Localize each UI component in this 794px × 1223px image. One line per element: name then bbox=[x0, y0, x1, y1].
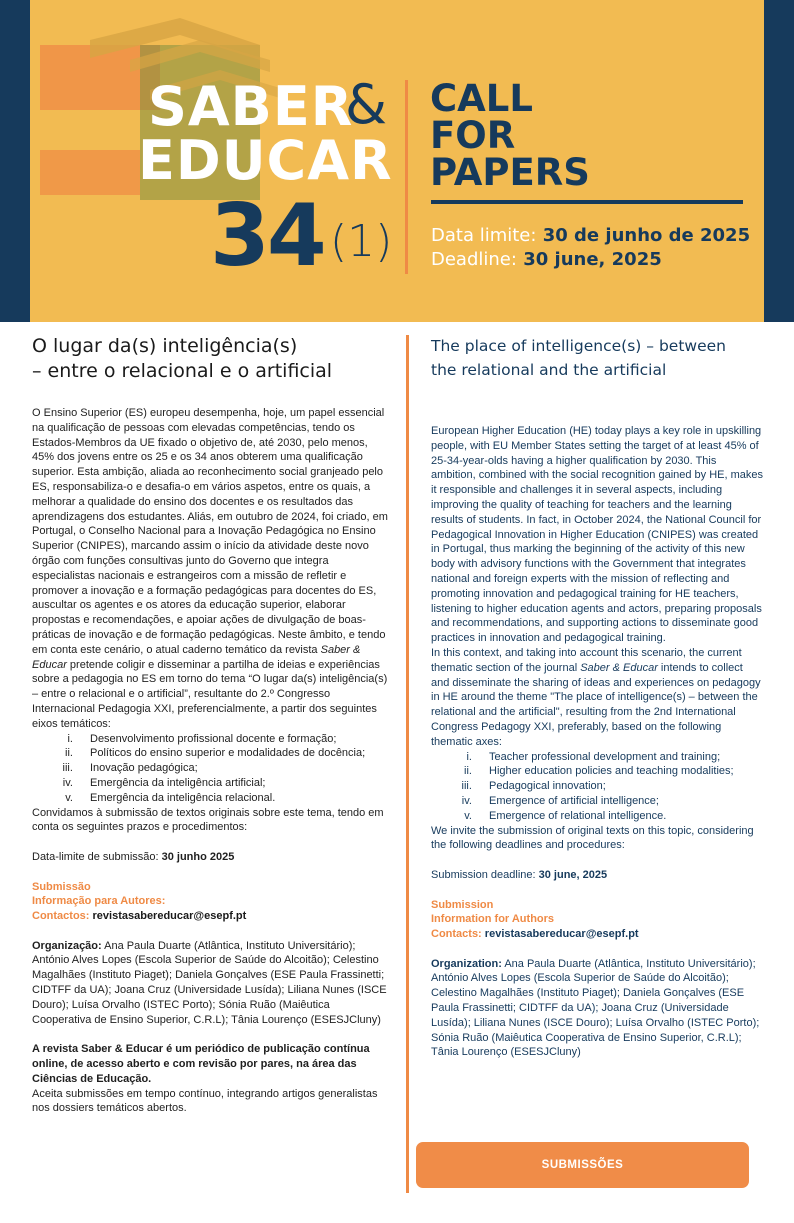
english-column bbox=[431, 334, 763, 1060]
en-contact-email[interactable]: revistasabereducar@esepf.pt bbox=[484, 928, 639, 941]
cfp-line-call: CALL bbox=[430, 77, 533, 120]
cfp-line-papers: PAPERS bbox=[430, 151, 590, 194]
list-item: v. Emergence of relational intelligence. bbox=[475, 809, 763, 824]
logo-educar: EDUCAR bbox=[138, 129, 393, 192]
right-navy-bar bbox=[764, 0, 794, 322]
pt-intro-a: O Ensino Superior (ES) europeu desempenha, hoje, um papel essencial na qualificação de pessoas com elevadas competências, tendo os Estados-Membros da UE fixado o objetivo de, até 2030, pelo menos, 45% dos jovens entre os 25 e os 34 anos obterem uma qualificação superior. Esta ambição, aliada ao reconhecimento social granjeado pelo ES, responsabiliza-o e desafia-o em vários aspetos, entre os quais, a melhorar a qualidade do ensino dos docentes e os resultados das aprendizagens dos estudantes. Aliás, em outubro de 2024, foi criado, em Portugal, o Conselho Nacional para a Inovação Pedagógica no Ensino Superior (CNIPES), marcando assim o início da atividade deste novo órgão com funções consultivas junto do Governo que integra especialistas nacionais e estrangeiros com a missão de refletir e promover a inovação e a formação pedagógicas para docentes do ES, auscultar os agentes e os atores da educação superior, elaborar propostas e recomendações, e apoiar ações de divulgação de boas-práticas de inovação e de formação pedagógicas. Neste âmbito, e tendo em conta este cenário, o atual caderno temático da revista bbox=[32, 407, 388, 656]
issue-part: (1) bbox=[330, 216, 393, 267]
list-item: v. Emergência da inteligência relacional. bbox=[76, 791, 390, 806]
deadline-pt-label: Data limite: bbox=[431, 225, 537, 246]
en-org-label: Organization: bbox=[431, 957, 502, 970]
en-intro-b2: intends to collect and disseminate the sharing of ideas and experiences on pedagogy in HE around the theme "The place of intelligence(s) – between the relational and the artificial", resulting from the 2nd International Congress Pedagogy XXI, preferably, based on the following thematic axes: bbox=[431, 661, 761, 748]
pt-submission-link[interactable]: Submissão bbox=[32, 880, 91, 893]
portuguese-column bbox=[32, 334, 390, 1116]
pt-deadline-value: 30 junho 2025 bbox=[161, 850, 235, 863]
pt-authors-info-link[interactable]: Informação para Autores: bbox=[32, 895, 166, 908]
pt-contact-email[interactable]: revistasabereducar@esepf.pt bbox=[92, 910, 247, 923]
pt-invite: Convidamos à submissão de textos originais sobre este tema, tendo em conta os seguintes prazos e procedimentos: bbox=[32, 806, 384, 834]
pt-title bbox=[32, 334, 390, 384]
pt-org-text: Ana Paula Duarte (Atlântica, Instituto Universitário); António Alves Lopes (Escola Superior de Saúde do Alcoitão); Celestino Magalhães (Instituto Piaget); Daniela Gonçalves (ESE Paula Frassinetti; CIDTFF da UA); Joana Cruz (Universidade Lusída); Liliana Nunes (ISCE Douro); Luísa Orvalho (ISTEC Porto); Sónia Ruão (Maiêutica Cooperativa de Ensino Superior, C.R.L); Tânia Lourenço (ESESJCluny) bbox=[32, 939, 387, 1026]
en-contacts bbox=[431, 927, 763, 942]
list-item: i. Desenvolvimento profissional docente e formação; bbox=[76, 732, 390, 747]
pt-deadline bbox=[32, 850, 390, 865]
header-banner bbox=[0, 0, 794, 322]
deadline-en-value: 30 june, 2025 bbox=[523, 249, 662, 270]
cfp-underline bbox=[431, 200, 743, 204]
en-thematic-axes bbox=[431, 750, 763, 824]
en-intro-paragraph: European Higher Education (HE) today plays a key role in upskilling people, with EU Member States setting the target of at least 45% of 25-34-year-olds having a higher qualification by 2030. This ambition, combined with the social recognition gained by HE, makes it responsible and challenges it in several aspects, including improving the quality of teaching for teachers and the learning results of students. In fact, in October 2024, the National Council for Pedagogical Innovation in Higher Education (CNIPES) was created in Portugal, thus marking the beginning of the activity of this new body with advisory functions with the Government that integrates national and foreign experts with the mission of reflecting and promoting innovation and pedagogical training for HE teachers, listening to higher education agents and actors, preparing proposals and recommendations, and supporting actions to disseminate good practices in innovation and pedagogical training. bbox=[431, 425, 764, 645]
en-title bbox=[431, 334, 763, 382]
en-deadline-label: Submission deadline: bbox=[431, 868, 539, 881]
en-title-line2: the relational and the artificial bbox=[431, 361, 667, 379]
en-authors-info-link[interactable]: Information for Authors bbox=[431, 913, 555, 926]
en-context-paragraph bbox=[431, 646, 763, 750]
pt-intro-paragraph bbox=[32, 406, 390, 732]
en-organization bbox=[431, 957, 763, 1061]
call-for-papers-heading bbox=[430, 77, 590, 194]
en-org-text: Ana Paula Duarte (Atlântica, Instituto Universitário); António Alves Lopes (Escola Superior de Saúde do Alcoitão); Celestino Magalhães (Instituto Piaget); Daniela Gonçalves (ESE Paula Frassinetti; CIDTFF da UA); Joana Cruz (Universidade Lusída); Liliana Nunes (ISCE Douro); Luísa Orvalho (ISTEC Porto); Sónia Ruão (Maiêutica Cooperativa de Ensino Superior, C.R.L); Tânia Lourenço (ESESJCluny) bbox=[431, 957, 760, 1059]
pt-deadline-label: Data-limite de submissão: bbox=[32, 850, 162, 863]
pt-title-line2: – entre o relacional e o artificial bbox=[32, 360, 333, 382]
pt-intro-b: pretende coligir e disseminar a partilha de ideias e experiências sobre a pedagogia no ES em torno do tema “O lugar da(s) inteligência(s) – entre o relacional e o artificial”, resultante do 2.º Congresso Internacional Pedagogia XXI, preferencialmente, a partir dos seguintes eixos temáticos: bbox=[32, 658, 388, 730]
list-item: iii. Inovação pedagógica; bbox=[76, 761, 390, 776]
pt-contacts-label: Contactos: bbox=[32, 910, 90, 923]
issue-number: 34 bbox=[210, 186, 324, 286]
pt-journal-note: Aceita submissões em tempo contínuo, integrando artigos generalistas nos dossiers temáticos abertos. bbox=[32, 1087, 378, 1115]
en-submission-link[interactable]: Submission bbox=[431, 898, 494, 911]
en-deadline bbox=[431, 868, 763, 883]
pt-contacts bbox=[32, 909, 390, 924]
logo-saber: SABER bbox=[148, 75, 354, 138]
en-journal-name: Saber & Educar bbox=[580, 661, 658, 674]
deadline-pt-value: 30 de junho de 2025 bbox=[542, 225, 751, 246]
left-navy-bar bbox=[0, 0, 30, 322]
submissions-button[interactable]: SUBMISSÕES bbox=[416, 1142, 749, 1188]
list-item: iv. Emergência da inteligência artificial; bbox=[76, 776, 390, 791]
en-contacts-label: Contacts: bbox=[431, 928, 482, 941]
en-deadline-value: 30 june, 2025 bbox=[538, 868, 608, 881]
en-invite: We invite the submission of original texts on this topic, considering the following deadlines and procedures: bbox=[431, 824, 754, 852]
list-item: ii. Políticos do ensino superior e modalidades de docência; bbox=[76, 746, 390, 761]
pt-org-label: Organização: bbox=[32, 939, 102, 952]
deadline-en bbox=[431, 249, 662, 270]
pt-journal-statement: A revista Saber & Educar é um periódico de publicação contínua online, de acesso aberto e com revisão por pares, na área das Ciências de Educação. bbox=[32, 1043, 370, 1085]
deadline-pt bbox=[431, 225, 750, 246]
header-divider bbox=[405, 80, 408, 274]
column-divider bbox=[406, 335, 409, 1193]
cfp-line-for: FOR bbox=[430, 114, 516, 157]
en-intro-b1: In this context, and taking into account this scenario, the current thematic section of the journal bbox=[431, 646, 742, 674]
pt-thematic-axes bbox=[32, 732, 390, 806]
en-title-line1: The place of intelligence(s) – between bbox=[431, 337, 726, 355]
logo-ampersand: & bbox=[345, 73, 389, 136]
pt-title-line1: O lugar da(s) inteligência(s) bbox=[32, 335, 298, 357]
list-item: ii. Higher education policies and teaching modalities; bbox=[475, 764, 763, 779]
deadline-en-label: Deadline: bbox=[431, 249, 517, 270]
list-item: iv. Emergence of artificial intelligence; bbox=[475, 794, 763, 809]
pt-organization bbox=[32, 939, 390, 1028]
list-item: i. Teacher professional development and training; bbox=[475, 750, 763, 765]
pt-journal-name: Saber & Educar bbox=[32, 643, 361, 671]
list-item: iii. Pedagogical innovation; bbox=[475, 779, 763, 794]
